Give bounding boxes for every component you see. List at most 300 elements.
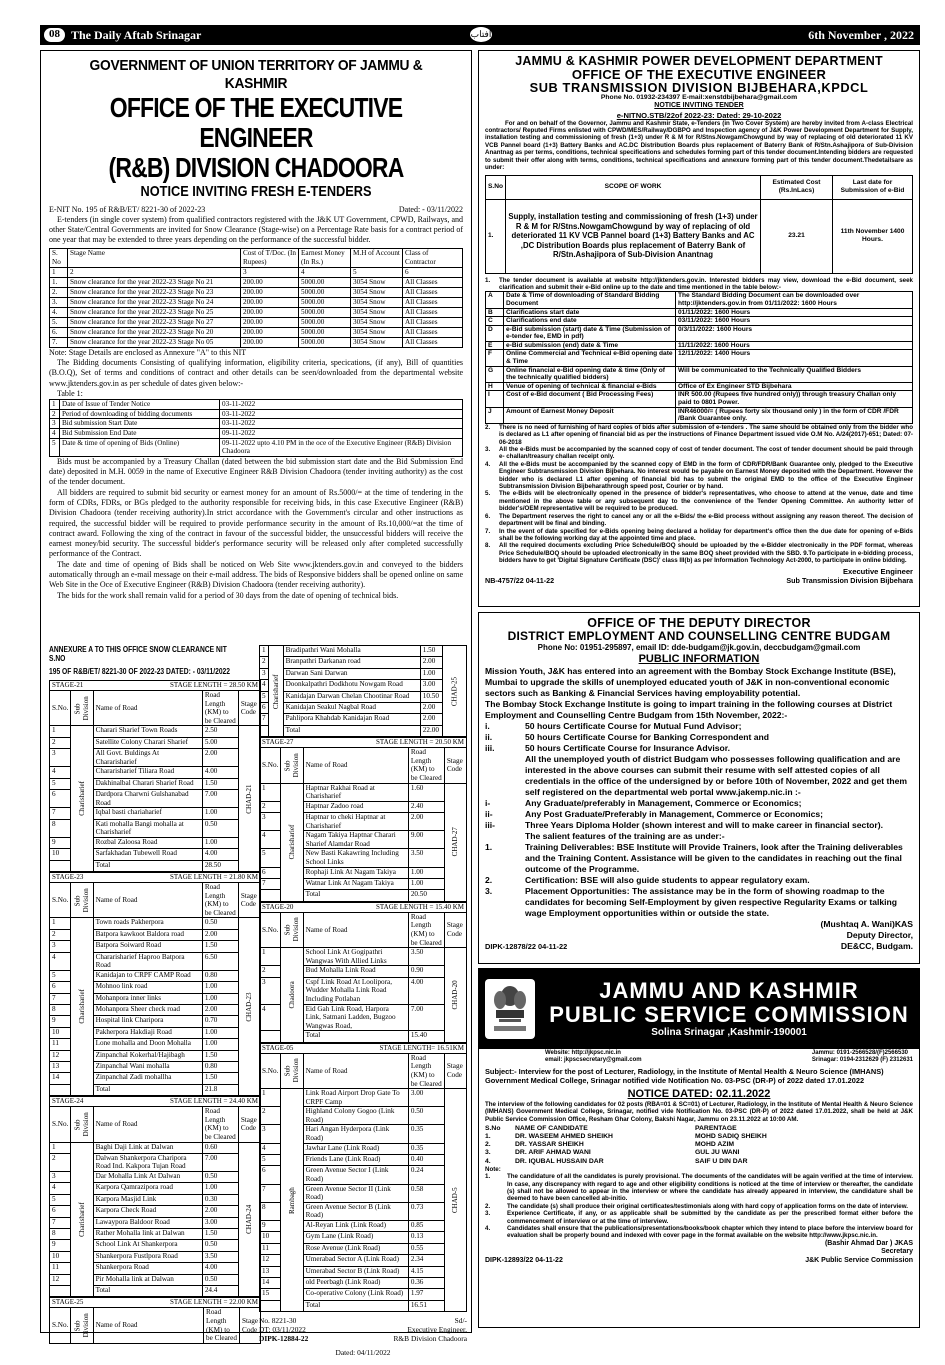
road-length: 4.00: [202, 767, 238, 778]
item-num: 3.: [485, 885, 493, 896]
table-cell: 5000.00: [299, 277, 351, 287]
col-head: Sub Division: [281, 748, 303, 783]
stage-table-header: Earnest Money (In Rs.): [299, 249, 351, 267]
col-head: Stage Code: [240, 1308, 261, 1343]
pdd-title-3: SUB TRANSMISSION DIVISION BIJBEHARA,KPDCL: [529, 80, 869, 95]
road-length: 0.73: [408, 1202, 444, 1220]
pdd-phone: Phone No. 01932-234397 E-mail:xenstdbijbehara@gmail.com: [600, 94, 798, 101]
road-name: Highland Colony Gogoo (Link Road): [303, 1107, 408, 1125]
road-length: 0.80: [202, 970, 238, 981]
road-length: 7.00: [202, 1153, 238, 1171]
date-sno: 2: [50, 409, 60, 419]
road-length: 4.00: [202, 849, 238, 860]
road-sno: 4: [260, 680, 269, 691]
col-head: S.No.: [50, 691, 71, 726]
table-cell: 200.00: [241, 277, 299, 287]
table-row: [50, 327, 463, 337]
sched-value: Office of Ex Engineer STD Bijbehara: [676, 382, 913, 391]
table-cell: Snow clearance for the year 2022-23 Stage No 05: [68, 337, 241, 347]
pdd-note-1: The tender document is available at website http://jktenders.gov.in. Interested bidders may view, download the e-Bid document, seek clarification and submit their e-Bid online up to the date and time mentioned in the table below:-: [499, 276, 913, 291]
road-sno: 7: [260, 714, 269, 725]
psc-note: [485, 1203, 913, 1210]
course-item: [485, 721, 913, 732]
road-length: 0.35: [408, 1125, 444, 1143]
stage-code: CHAD-21: [238, 726, 260, 872]
sched-key: C: [486, 317, 504, 326]
ddeb-dipk: DIPK-12878/22 04-11-22: [485, 941, 568, 951]
road-length: 1.97: [408, 1289, 444, 1300]
note-text: In the event of date specified for e-Bids opening being declared a holiday for department's office then the due date for opening of e-Bids shall be the following working day at the appointed time and place.: [499, 527, 913, 542]
road-name: Rose Avenue (Link Road): [303, 1243, 408, 1254]
date-event: Bid Submission End Date: [60, 428, 220, 438]
stage-code: CHAD-23: [238, 918, 260, 1096]
road-sno: 3: [260, 977, 281, 1004]
road-length: 3.50: [202, 1251, 238, 1262]
schedule-row: [486, 350, 913, 366]
cand-sno: 2.: [485, 1141, 491, 1149]
road-name: Nagam Takiya Haptnar Charari Sharief Alamdar Road: [303, 831, 408, 849]
road-length: 2.50: [202, 726, 238, 737]
table-cell: 5000.00: [299, 307, 351, 317]
road-sno: 3: [50, 1172, 71, 1183]
item-num: i.: [485, 720, 490, 731]
road-name: Charari Sharief Town Roads: [93, 726, 202, 737]
road-name: All Govt. Buldings At Chararisharief: [93, 749, 202, 767]
road-sno: 7: [50, 993, 71, 1004]
psc-note: [485, 1225, 913, 1240]
stage-code: CHAD-25: [443, 646, 467, 737]
pdd-note: [485, 528, 913, 543]
road-sno: 15: [260, 1289, 281, 1300]
table-cell: Snow clearance for the year 2022-23 Stage No 23: [68, 287, 241, 297]
road-sno: 13: [50, 1061, 71, 1072]
schedule-row: [486, 325, 913, 341]
road-name: Batpora kawkoot Baldora road: [93, 929, 202, 940]
pdd-intro: For and on behalf of the Governor, Jammu and Kashmir State, e-Tenders (in Two Cover System) are hereby invited from A-class Electrical contractors/ Reputed Firms enlisted with CPWD/MES/Railway/DGBPO and Inspection agency of J&K Power Development Department for Supply, installation testing and commissioning of fresh (1+3) under R & M for R/Stns.NowgamChowgund by way of replacing of old deteriorated 11 KV VCB Pannel board (1+3) Battery Banks and AC.DC Distribution Boards plus replacement of Baterry Bank of R/Stn.Ashajipora of Sub-Division Anantnag as per terms, conditions, technical specifications and schedules forming part of this tender document.Intending bidders are requested to submit their offer along with terms, conditions, technical specifications and annexure forming part of this tender document.Thedetailsare as under:: [485, 119, 913, 172]
road-length: 0.85: [408, 1221, 444, 1232]
rb-office-title: OFFICE OF THE EXECUTIVE ENGINEER: [109, 92, 403, 153]
road-length: 2.00: [408, 813, 444, 831]
road-name: Kanidajan Darwan Chelan Chootinar Road: [283, 691, 420, 702]
total-label: Total: [93, 1084, 202, 1095]
road-sno: 7: [260, 1184, 281, 1202]
cand-sno: 3.: [485, 1149, 491, 1157]
date-value: 03-11-2022: [220, 409, 463, 419]
road-name: Zinpanchal Wani mohalla: [93, 1061, 202, 1072]
road-sno: 2: [260, 801, 281, 812]
item-text: 50 hours Certificate Course for Mutual Fund Advisor;: [525, 720, 742, 731]
jkpsc-header: [479, 969, 919, 1049]
col-head: Road Length (KM) to be Cleared: [204, 1308, 240, 1343]
stage-table: [49, 1307, 261, 1343]
note-num: 6.: [485, 512, 491, 520]
stage-header: [259, 737, 467, 747]
road-length: 0.55: [408, 1243, 444, 1254]
note-num: 8.: [485, 542, 491, 550]
cand-h-sno: S.No: [485, 1124, 501, 1132]
sub-division: Chadoora: [281, 948, 303, 1043]
sched-key: I: [486, 391, 504, 407]
jkpsc-note-label: Note:: [485, 1165, 501, 1173]
road-sno: 13: [260, 1266, 281, 1277]
note-num: 1.: [485, 1173, 491, 1181]
road-sno: 4: [50, 767, 71, 778]
stage-block-stage-25: [49, 1297, 261, 1343]
table-row: [50, 317, 463, 327]
note-text: The e-Bids will be electronically opened in the presence of bidder's representatives, who choose to attend at the venue, date and time mentioned in the above table or any subsequent day to the convenience of the Tender Opening Committee. An authority letter of bidder's/OEM representative will be required to be produced.: [499, 490, 913, 513]
total-label: Total: [93, 860, 202, 871]
road-length: 3.50: [408, 948, 444, 966]
road-length: 1.00: [202, 1027, 238, 1038]
jkpsc-subject: Subject:- Interview for the post of Lecturer, Radiology, in the Institute of Mental Health & Neuro Science (IMHANS) Government Medical College, Srinagar notified vide Notification No. 03-PSC (DR-P) of 2022 dated 17.01.2022: [485, 1067, 884, 1085]
table-cell: 3054 Snow: [351, 327, 403, 337]
stage-block-stage-21: [49, 680, 261, 872]
road-sno: 8: [50, 1005, 71, 1016]
pdd-schedule-table: [485, 291, 913, 424]
stage-table-colnum: 5: [351, 267, 403, 277]
cand-name: DR. WASEEM AHMED SHEIKH: [515, 1133, 613, 1141]
pdd-note: [485, 542, 913, 564]
jkpsc-address: Solina Srinagar ,Kashmir-190001: [651, 1027, 807, 1038]
item-text: Any Graduate/preferably in Management, Commerce or Economics;: [525, 797, 802, 808]
ddeb-sig-office: DE&CC, Budgam.: [840, 940, 913, 951]
road-sno: 12: [260, 1255, 281, 1266]
road-length: 5.00: [202, 737, 238, 748]
rb-notice-title: NOTICE INVITING FRESH E-TENDERS: [140, 183, 372, 200]
road-sno: 3: [260, 1125, 281, 1143]
pdd-th-sno: S.No: [486, 175, 506, 199]
cand-sno: 4.: [485, 1157, 491, 1165]
road-sno: 5: [260, 849, 281, 867]
pdd-sig-div: Sub Transmission Division Bijbehara: [786, 575, 913, 585]
course-item: [485, 732, 913, 743]
total-value: 21.8: [202, 1084, 238, 1095]
note-text: Candidates shall ensure that the publications/presentations/books/book chapter which they intend to place before the interview board for evaluation shall be properly bound and indexed with cover page in the format available on the website http://www.jkpsc.nic.in.: [507, 1225, 913, 1240]
rb-ref-no: No. 8221-30: [259, 1316, 297, 1326]
table-row: [260, 714, 467, 725]
schedule-row: [486, 341, 913, 350]
road-sno: 1: [50, 726, 71, 737]
road-name: Haptnar Rakhai Road at Charisharief: [303, 783, 408, 801]
stage-table: [49, 690, 261, 872]
stage-block-stage-25: [259, 645, 467, 737]
stage-table: [49, 1106, 261, 1297]
road-sno: 7: [260, 879, 281, 890]
schedule-row: [486, 407, 913, 423]
road-name: Karpora Masjid Link: [93, 1194, 202, 1205]
road-length: 1.00: [202, 837, 238, 848]
stage-header: [259, 1043, 467, 1053]
road-length: 1.50: [202, 941, 238, 952]
feature-item: [485, 842, 913, 875]
road-name: Hari Angan Hyderpora (Link Road): [303, 1125, 408, 1143]
col-head: Stage Code: [444, 1053, 466, 1088]
road-sno: 1: [50, 1142, 71, 1153]
road-sno: 9: [260, 1221, 281, 1232]
table-row: [260, 783, 467, 801]
stage-table: [49, 882, 261, 1096]
road-length: 2.34: [408, 1255, 444, 1266]
pdd-note: [485, 424, 913, 446]
sched-event: Online Commercial and Technical e-Bid opening date & Time: [504, 350, 676, 366]
road-sno: 10: [260, 1232, 281, 1243]
total-label: Total: [283, 725, 420, 736]
stage-block-stage-27: [259, 737, 467, 902]
cand-parentage: MOHD SADIQ SHEIKH: [695, 1133, 767, 1141]
road-sno: 2: [50, 929, 71, 940]
pdd-sig-ee: Executive Engineer: [842, 566, 913, 576]
sched-key: E: [486, 341, 504, 350]
sched-key: H: [486, 382, 504, 391]
road-name: Mohanpora Sheer check road: [93, 1005, 202, 1016]
sched-value: 11/11/2022: 1600 Hours: [676, 341, 913, 350]
road-sno: 4: [260, 1004, 281, 1031]
note-text: Experience Certificate, if any, or as applicable shall be submitted by the candidate as per the prescribed format either before the commencement of interview or at the time of interview.: [507, 1210, 913, 1225]
total-label: Total: [303, 1031, 408, 1042]
col-head: Sub Division: [71, 1308, 93, 1343]
road-length: 1.50: [202, 1050, 238, 1061]
table-row: [260, 668, 467, 679]
road-length: 3.00: [202, 1217, 238, 1228]
road-name: School Link At Gogipathri Wangwas With Allied Links: [303, 948, 408, 966]
road-name: Doonkalpathri Dodkhotu Nowgam Road: [283, 680, 420, 691]
item-text: 50 hours Certificate Course for Banking Correspondent and: [525, 731, 770, 742]
road-name: Sarfakhadan Tubewell Road: [93, 849, 202, 860]
stage-header: [259, 902, 467, 912]
ddeb-sig-post: Deputy Director,: [846, 929, 913, 940]
table-row: [50, 1142, 261, 1153]
item-text: Any Post Graduate/Preferably in Management, Commerce or Economics;: [525, 808, 823, 819]
stage-block-stage-24: [49, 1096, 261, 1297]
stage-table: [259, 747, 467, 902]
qualification-item: [485, 809, 913, 820]
item-num: i-: [485, 797, 491, 808]
pdd-note: [485, 490, 913, 512]
road-name: Green Avenue Sector II (Link Road): [303, 1184, 408, 1202]
col-head: S.No.: [260, 748, 281, 783]
road-sno: 11: [50, 1263, 71, 1274]
annex-title-1: ANNEXURE A TO THIS OFFICE SNOW CLEARANCE NIT S.NO: [49, 645, 227, 664]
sched-event: Date & Time of downloading of Standard Bidding Document: [504, 292, 676, 308]
total-value: 28.50: [202, 860, 238, 871]
schedule-row: [486, 391, 913, 407]
rb-table1-label: Table 1:: [57, 388, 83, 398]
stage-code: CHAD-5: [444, 1089, 466, 1312]
table-cell: Snow clearance for the year 2022-23 Stage No 27: [68, 317, 241, 327]
table-row: [260, 657, 467, 668]
note-text: The candidature of all the candidates is purely provisional. The documents of the candidates will be again verified at the time of interview. In case, any discrepancy with regard to age and other eligibility conditions is noticed at the time of interview or thereafter, the candidate (s) shall not be allowed to appear in the interview or where the candidate has already appeared in interview, the candidature shall be deemed to have been cancelled ab-initio.: [507, 1173, 913, 1203]
road-length: 1.00: [202, 993, 238, 1004]
sched-value: 01/11/2022: 1600 Hours: [676, 308, 913, 317]
road-length: 7.00: [408, 1004, 444, 1031]
jkpsc-phone-srinagar: Srinagar: 0194-2312629 (F) 2312631: [811, 1057, 913, 1064]
table-cell: 5000.00: [299, 297, 351, 307]
road-length: 0.50: [202, 819, 238, 837]
road-sno: 5: [260, 691, 269, 702]
road-sno: 14: [260, 1277, 281, 1288]
jkpsc-email[interactable]: email: jkpscsecretary@gmail.com: [545, 1057, 642, 1064]
table-row: [50, 337, 463, 347]
stage-table-header: Stage Name: [68, 249, 241, 267]
road-sno: 2: [50, 737, 71, 748]
cand-sno: 1.: [485, 1133, 491, 1141]
col-head: Name of Road: [93, 883, 202, 918]
stage-block-stage-20: [259, 902, 467, 1043]
table-cell: 200.00: [241, 307, 299, 317]
stage-label: STAGE-20: [262, 902, 294, 911]
cand-h-par: PARENTAGE: [695, 1124, 737, 1132]
stage-label: STAGE-05: [262, 1043, 294, 1052]
road-sno: 11: [50, 1039, 71, 1050]
road-sno: 5: [260, 1155, 281, 1166]
stage-col-header: [50, 883, 261, 918]
road-name: Darwan Sani Darwan: [283, 668, 420, 679]
ddeb-salient: The salient features of the training are as under:-: [525, 830, 725, 841]
stage-length: STAGE LENGTH = 21.80 KM: [170, 873, 258, 882]
col-head: S.No.: [260, 912, 281, 947]
road-length: 3.50: [408, 849, 444, 867]
road-sno: 10: [50, 849, 71, 860]
road-length: 4.00: [408, 977, 444, 1004]
table-cell: All Classes: [403, 277, 463, 287]
road-name: old Peerbagh (Link Road): [303, 1277, 408, 1288]
road-name: Eid Gah Link Road, Harpora Link, Satmani Ladden, Bugzoo Wangwas Road,: [303, 1004, 408, 1031]
table-cell: All Classes: [403, 337, 463, 347]
pdd-work-scope: Supply, installation testing and commissioning of fresh (1+3) under R & M for R/Stns.NowgamChowgund by way of replacing of old deteriorated 11 KV VCB Pannel board (1+3) Battery Banks and AC ,DC Distribution Boards plus replacement of Baterry Bank of R/Stn.Ashajipora of Sub-Division Anantnag: [506, 199, 761, 273]
pdd-th-cost: Estimated Cost (Rs.InLacs): [761, 175, 833, 199]
col-head: S.No.: [50, 1107, 71, 1142]
item-num: iii.: [485, 742, 495, 753]
date-event: Date of Issue of Tender Notice: [60, 400, 220, 410]
table-cell: All Classes: [403, 327, 463, 337]
rb-chadoora-notice: [40, 50, 472, 1358]
road-name: Haptnar Zadoo road: [303, 801, 408, 812]
road-name: Iqbal basti chariaharief: [93, 808, 202, 819]
road-name: Batpora Soiward Road: [93, 941, 202, 952]
cand-name: DR. YASSAR SHEIKH: [515, 1141, 584, 1149]
table-cell: Snow clearance for the year 2022-23 Stage No 21: [68, 277, 241, 287]
road-sno: 3: [50, 749, 71, 767]
total-blank: [50, 1285, 71, 1296]
newspaper-name: The Daily Aftab Srinagar: [71, 27, 202, 42]
road-length: 0.70: [202, 1016, 238, 1027]
road-name: Rather Mohalla link at Dalwan: [93, 1229, 202, 1240]
note-num: 3.: [485, 1210, 491, 1218]
note-text: All the required documents excluding Price Schedule/BOQ should be uploaded by the e-Bidder electronically in the PDF format, whereas Price Schedule/BOQ should be uploaded electronically in the same BOQ sheet provided with the SBD. 9.To participate in e-bidding process, bidders have to get 'Digital Signature Certificate (DSC)' class III(b) as per Information Technology Act-2000, to participate in online bidding.: [499, 542, 913, 565]
stage-table-header: Cost of T/Doc. (In Rupees): [241, 249, 299, 267]
road-length: 10.50: [420, 691, 443, 702]
road-name: Umerabad Sector B (Link Road): [303, 1266, 408, 1277]
stage-col-header: [260, 748, 467, 783]
road-name: Gym Lane (Link Road): [303, 1232, 408, 1243]
item-text: Training Deliverables: BSE Institute will Provide Trainers, look after the Training deliverables and the Training Content. Assistance will be given to the candidates in reaching out the final outcome of the Programme.: [525, 841, 903, 874]
sched-key: D: [486, 325, 504, 341]
road-name: Kanidajan to CRPF CAMP Road: [93, 970, 202, 981]
annex-col-right: [259, 645, 467, 1358]
road-sno: 2: [50, 1153, 71, 1171]
road-sno: 5: [50, 1194, 71, 1205]
sched-value: The Standard Bidding Document can be downloaded over http://jktenders.gov.in from 01/11/2022: 1600 Hours: [676, 292, 913, 308]
road-sno: 2: [260, 966, 281, 977]
note-text: There is no need of furnishing of hard copies of bids after submission of e-tenders . The same should be obtained only from the bidder who is declared as L1 after opening of financial bid as per the instructions of Finance Department issued vide O.M No. A/24(2017)-651; Dated: 07-06-2018: [499, 423, 913, 446]
rb-note: Note: Stage Details are enclosed as Annexure "A" to this NIT: [49, 347, 247, 357]
rb-bidding-para: The Bidding documents Consisting of qualifying information, eligibility criteria, specications, (if any), Bill of quantities (B.O.Q), Set of terms and conditions of contract and other details can be seen/downloaded from the departmental website www.jktenders.gov.in as per schedule of dates given below:-: [49, 357, 463, 388]
stage-table-colnum: 4: [299, 267, 351, 277]
road-name: Chararisharief Tiliara Road: [93, 767, 202, 778]
table-cell: 5000.00: [299, 287, 351, 297]
road-sno: 5: [50, 778, 71, 789]
col-head: Stage Code: [238, 1107, 260, 1142]
road-name: Town roads Pakherpora: [93, 918, 202, 929]
table-cell: 6.: [50, 327, 68, 337]
stage-header: [49, 1297, 261, 1307]
road-length: 0.50: [202, 1274, 238, 1285]
road-sno: 9: [50, 1240, 71, 1251]
qualification-item: [485, 798, 913, 809]
road-name: Bud Mohalla Link Road: [303, 966, 408, 977]
road-sno: 10: [50, 1027, 71, 1038]
pdd-th-last: Last date for Submission of e-Bid: [833, 175, 913, 199]
road-length: 0.50: [202, 918, 238, 929]
stage-table-colnum: 1: [50, 267, 68, 277]
stage-length: STAGE LENGTH = 20.50 KM: [376, 738, 464, 747]
cand-parentage: MOHD AZIM: [695, 1141, 735, 1149]
note-num: 3.: [485, 446, 491, 454]
date-row: [50, 400, 463, 410]
road-length: 1.00: [408, 879, 444, 890]
col-head: Road Length (KM) to be Cleared: [202, 691, 238, 726]
table-cell: 1.: [50, 277, 68, 287]
road-length: 1.50: [420, 646, 443, 657]
stage-table: [259, 1053, 467, 1312]
road-name: Dakhinalbal Charari Sharief Road: [93, 778, 202, 789]
road-sno: 8: [50, 1229, 71, 1240]
total-blank: [50, 860, 71, 871]
sched-value: INR46000/= ( Rupees forty six thousand only ) in the form of CDR /FDR /Bank Guarantee only.: [676, 407, 913, 423]
col-head: Road Length (KM) to be Cleared: [408, 748, 444, 783]
sub-division: Rambagh: [281, 1089, 303, 1312]
table-cell: 5000.00: [299, 317, 351, 327]
date-value: 03-11-2022: [220, 400, 463, 410]
sub-division: Charisharief: [71, 1142, 93, 1297]
road-length: 0.58: [408, 1184, 444, 1202]
table-cell: 3054 Snow: [351, 307, 403, 317]
table-cell: All Classes: [403, 297, 463, 307]
sched-event: Venue of opening of technical & financial e-Bids: [504, 382, 676, 391]
date-sno: 3: [50, 419, 60, 429]
page-number: 08: [44, 28, 65, 41]
sched-event: Amount of Earnest Money Deposit: [504, 407, 676, 423]
jkpsc-website[interactable]: Website: http://jkpsc.nic.in: [545, 1050, 621, 1056]
jkpsc-intro: The interview of the following candidates for 02 posts (RBA=01 & SC=01) of Lecturer, Radiology, in the Institute of Mental Health & Neuro Science (IMHANS) Government Medical College, Srinagar, notified vide Notification No. 03-PSC (DR-P) of 2022 dated 17.01.2022, shall be held at J&K Public Service Commission Office, Resham Ghar Colony, Bakshi Nagar, Jammu on 23.11.2022 at 10:00 AM.: [485, 1100, 913, 1123]
road-length: 2.00: [202, 1206, 238, 1217]
schedule-row: [486, 317, 913, 326]
table-cell: 7.: [50, 337, 68, 347]
stage-table-header: Class of Contractor: [403, 249, 463, 267]
col-head: Name of Road: [93, 1107, 202, 1142]
road-name: Dar Mohalla Link At Dalwan: [93, 1172, 202, 1183]
road-length: 0.24: [408, 1166, 444, 1184]
road-length: 9.00: [408, 831, 444, 849]
road-name: Bradipathri Wani Mohalla: [283, 646, 420, 657]
ddeb-intro: Mission Youth, J&K has entered into an agreement with the Bombay Stock Exchange Institute (BSE), Mumbai to upgrade the skills of unemployed educated youth of J&K in non-conventional economic sectors such as Banking & Financial Services having employability potential.: [485, 665, 896, 698]
item-text: Certification: BSE will also guide students to appear regulatory exam.: [525, 874, 810, 885]
stage-col-header: [260, 1053, 467, 1088]
col-head: Name of Road: [93, 1308, 203, 1343]
item-text: Placement Opportunities: The assistance may be in the form of showing roadmap to the candidates for becoming Self-Employment by given respective Regularity Exams or talking wage Employment opportunities within or outside the state.: [525, 885, 898, 918]
table-cell: 200.00: [241, 317, 299, 327]
road-length: 1.00: [202, 982, 238, 993]
